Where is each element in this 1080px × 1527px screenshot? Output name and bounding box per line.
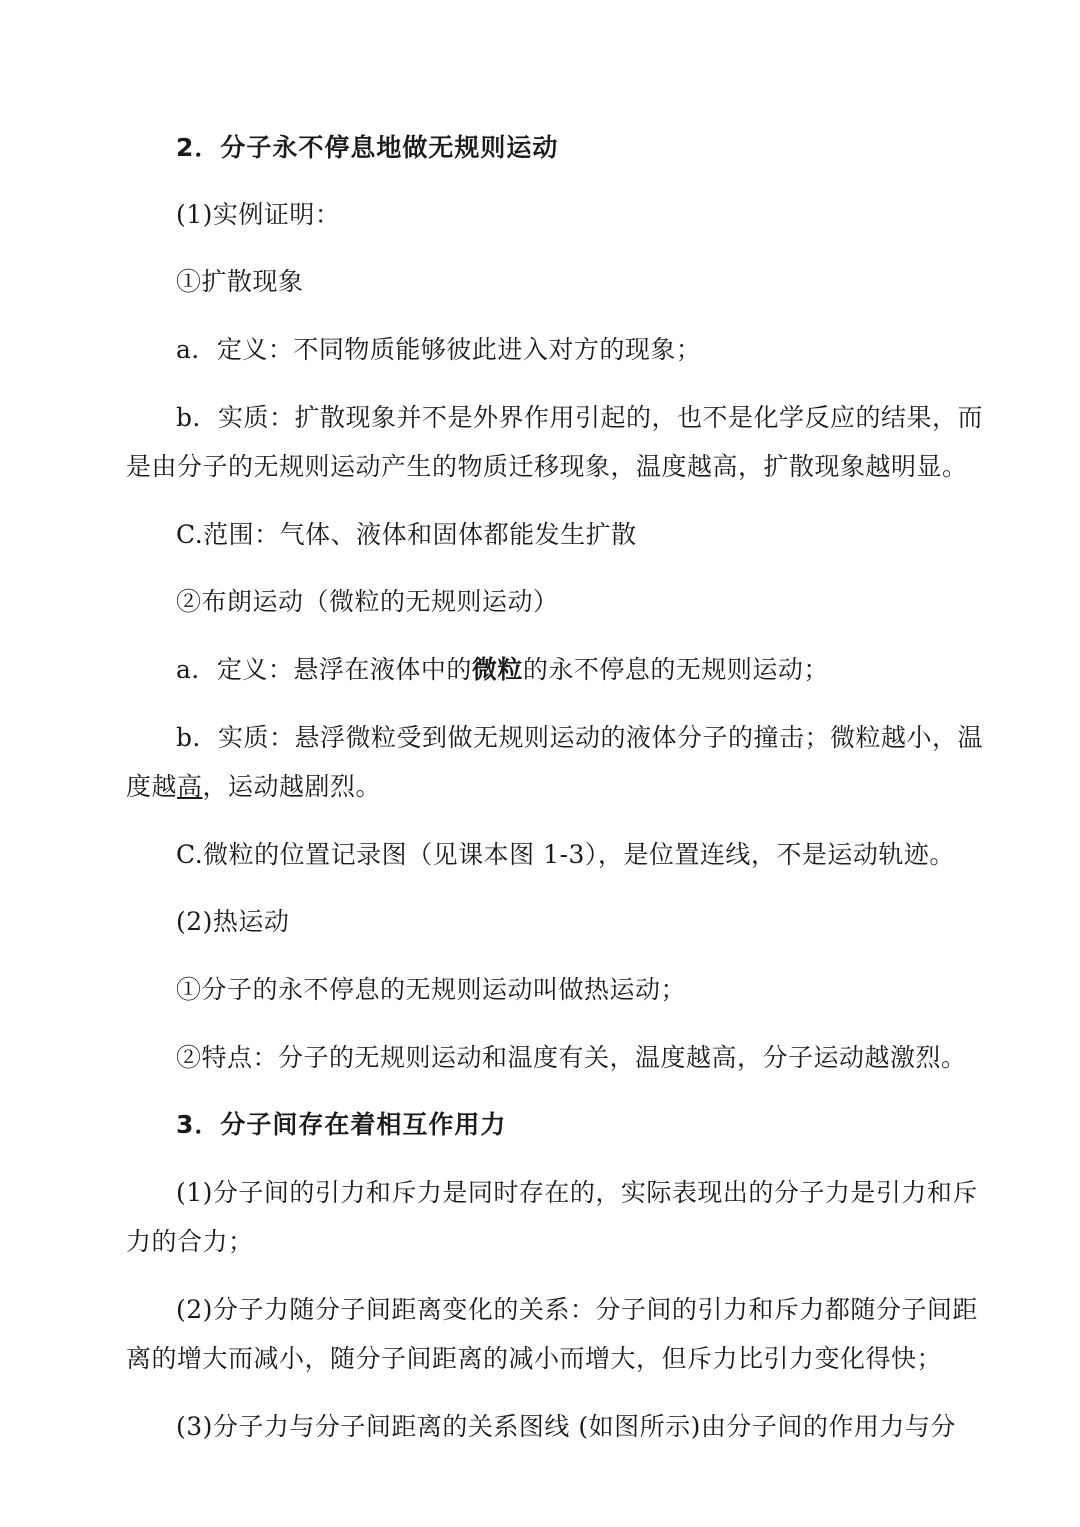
brownian-definition-post: 的永不停息的无规则运动；	[522, 655, 829, 684]
brownian-definition-emphasis: 微粒	[471, 655, 523, 684]
paragraph-1-line1: (1)分子间的引力和斥力是同时存在的，实际表现出的分子力是引力和斥	[176, 1178, 978, 1207]
subsection-1-title: (1)实例证明：	[176, 200, 341, 229]
paragraph-1-line2: 力的合力；	[126, 1227, 254, 1256]
item-thermal-feature: ②特点：分子的无规则运动和温度有关，温度越高，分子运动越激烈。	[176, 1043, 967, 1072]
item-brownian-definition	[176, 655, 1016, 685]
paragraph-2-line1: (2)分子力随分子间距离变化的关系：分子间的引力和斥力都随分子间距	[176, 1295, 978, 1324]
paragraph-2-line2: 离的增大而减小，随分子间距离的减小而增大，但斥力比引力变化得快；	[126, 1344, 943, 1373]
section-heading-2: 2．分子永不停息地做无规则运动	[176, 133, 559, 162]
item-diffusion-definition: a．定义：不同物质能够彼此进入对方的现象；	[176, 335, 702, 364]
item-diffusion-title: ①扩散现象	[176, 267, 304, 296]
item-brownian-essence-line1: b．实质：悬浮微粒受到做无规则运动的液体分子的撞击；微粒越小，温	[176, 723, 984, 752]
brownian-definition-pre: a．定义：悬浮在液体中的	[176, 655, 472, 684]
item-diffusion-essence-line1: b．实质：扩散现象并不是外界作用引起的，也不是化学反应的结果，而	[176, 403, 984, 432]
item-brownian-essence-line2	[126, 772, 966, 802]
item-thermal-definition: ①分子的永不停息的无规则运动叫做热运动；	[176, 975, 687, 1004]
subsection-2-title: (2)热运动	[176, 907, 290, 936]
brownian-essence-post: ，运动越剧烈。	[202, 772, 382, 801]
section-heading-3: 3．分子间存在着相互作用力	[176, 1110, 507, 1139]
item-brownian-title: ②布朗运动（微粒的无规则运动）	[176, 587, 559, 616]
item-brownian-record: C.微粒的位置记录图（见课本图 1-3），是位置连线，不是运动轨迹。	[176, 840, 955, 869]
brownian-essence-underlined: 高	[177, 772, 203, 801]
item-diffusion-essence-line2: 是由分子的无规则运动产生的物质迁移现象，温度越高，扩散现象越明显。	[126, 452, 968, 481]
brownian-essence-pre: 度越	[126, 772, 178, 801]
item-diffusion-scope: C.范围：气体、液体和固体都能发生扩散	[176, 520, 637, 549]
paragraph-3-line1: (3)分子力与分子间距离的关系图线 (如图所示)由分子间的作用力与分	[176, 1412, 956, 1441]
